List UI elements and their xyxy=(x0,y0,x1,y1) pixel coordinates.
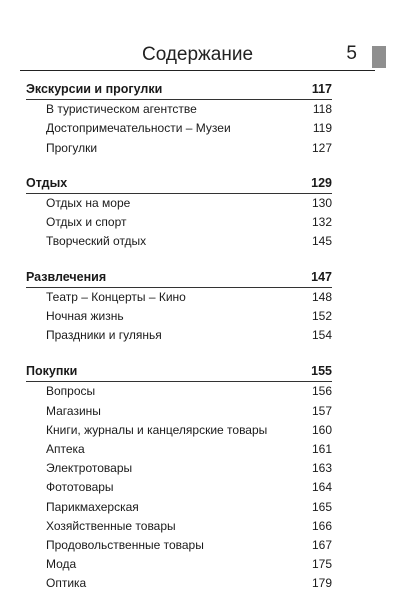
entry-page-number: 118 xyxy=(312,102,332,117)
entry-page-number: 156 xyxy=(311,384,332,399)
toc-entry xyxy=(26,421,332,440)
entry-page-number: 167 xyxy=(311,537,332,552)
entry-title: Книги, журналы и канцелярские товары xyxy=(46,422,268,437)
section-page-number: 147 xyxy=(311,269,332,284)
entry-title: Творческий отдых xyxy=(46,234,147,249)
toc-entry xyxy=(26,100,332,119)
entry-title: Ночная жизнь xyxy=(46,308,124,323)
toc-entry xyxy=(26,536,332,555)
entry-page-number: 166 xyxy=(311,518,332,533)
section-page-number: 129 xyxy=(311,175,332,190)
entry-page-number: 145 xyxy=(311,234,332,249)
toc-section-heading xyxy=(26,174,332,194)
section-title: Отдых xyxy=(26,175,68,190)
toc-entry xyxy=(26,139,332,158)
entry-title: Магазины xyxy=(46,403,101,418)
entry-title: В туристическом агентстве xyxy=(46,102,197,117)
toc-entry xyxy=(26,382,332,401)
toc-entry xyxy=(26,517,332,536)
toc-entry xyxy=(26,307,332,326)
entry-page-number: 165 xyxy=(311,499,332,514)
toc-section xyxy=(26,268,332,346)
entry-page-number: 160 xyxy=(311,422,332,437)
entry-title: Продовольственные товары xyxy=(46,537,204,552)
entry-page-number: 157 xyxy=(311,403,332,418)
table-of-contents xyxy=(26,80,332,611)
section-page-number: 155 xyxy=(311,364,332,379)
entry-page-number: 127 xyxy=(311,140,332,155)
toc-entry xyxy=(26,574,332,593)
entry-title: Парикмахерская xyxy=(46,499,139,514)
entry-title: Хозяйственные товары xyxy=(46,518,176,533)
entry-title: Отдых и спорт xyxy=(46,215,127,230)
toc-entry xyxy=(26,440,332,459)
entry-title: Вопросы xyxy=(46,384,96,399)
entry-title: Праздники и гулянья xyxy=(46,328,162,343)
section-page-number: 117 xyxy=(311,82,332,96)
toc-section-heading xyxy=(26,268,332,288)
page-header xyxy=(20,40,375,71)
entry-title: Достопримечательности – Музеи xyxy=(46,121,231,136)
entry-title: Аптека xyxy=(46,442,85,456)
section-title: Развлечения xyxy=(26,269,107,284)
toc-entry xyxy=(26,478,332,497)
entry-title: Фототовары xyxy=(46,480,114,495)
toc-entry xyxy=(26,326,332,345)
entry-title: Оптика xyxy=(46,576,87,591)
toc-section xyxy=(26,174,332,252)
toc-section-heading xyxy=(26,80,332,100)
entry-page-number: 163 xyxy=(311,461,332,476)
entry-page-number: 148 xyxy=(311,289,332,304)
toc-entry xyxy=(26,232,332,251)
page-title: Содержание xyxy=(141,44,254,65)
entry-page-number: 179 xyxy=(311,576,332,591)
page-number: 5 xyxy=(346,43,357,64)
toc-entry xyxy=(26,213,332,232)
entry-page-number: 161 xyxy=(311,442,332,456)
page-corner-tab xyxy=(372,46,386,68)
toc-entry xyxy=(26,459,332,478)
entry-title: Отдых на море xyxy=(46,195,131,210)
toc-section xyxy=(26,80,332,158)
entry-page-number: 175 xyxy=(311,557,332,572)
entry-title: Мода xyxy=(46,557,77,572)
entry-page-number: 119 xyxy=(312,121,332,136)
toc-entry xyxy=(26,498,332,517)
section-title: Экскурсии и прогулки xyxy=(26,82,163,96)
toc-entry xyxy=(26,288,332,307)
toc-entry xyxy=(26,402,332,421)
toc-section-heading xyxy=(26,362,332,382)
entry-page-number: 152 xyxy=(311,308,332,323)
toc-section xyxy=(26,362,332,593)
entry-page-number: 130 xyxy=(311,195,332,210)
entry-title: Прогулки xyxy=(46,140,98,155)
toc-entry xyxy=(26,194,332,213)
entry-page-number: 164 xyxy=(311,480,332,495)
section-title: Покупки xyxy=(26,364,78,379)
entry-page-number: 154 xyxy=(311,328,332,343)
toc-entry xyxy=(26,119,332,138)
entry-title: Электротовары xyxy=(46,461,133,476)
entry-title: Театр – Концерты – Кино xyxy=(46,289,186,304)
entry-page-number: 132 xyxy=(311,215,332,230)
